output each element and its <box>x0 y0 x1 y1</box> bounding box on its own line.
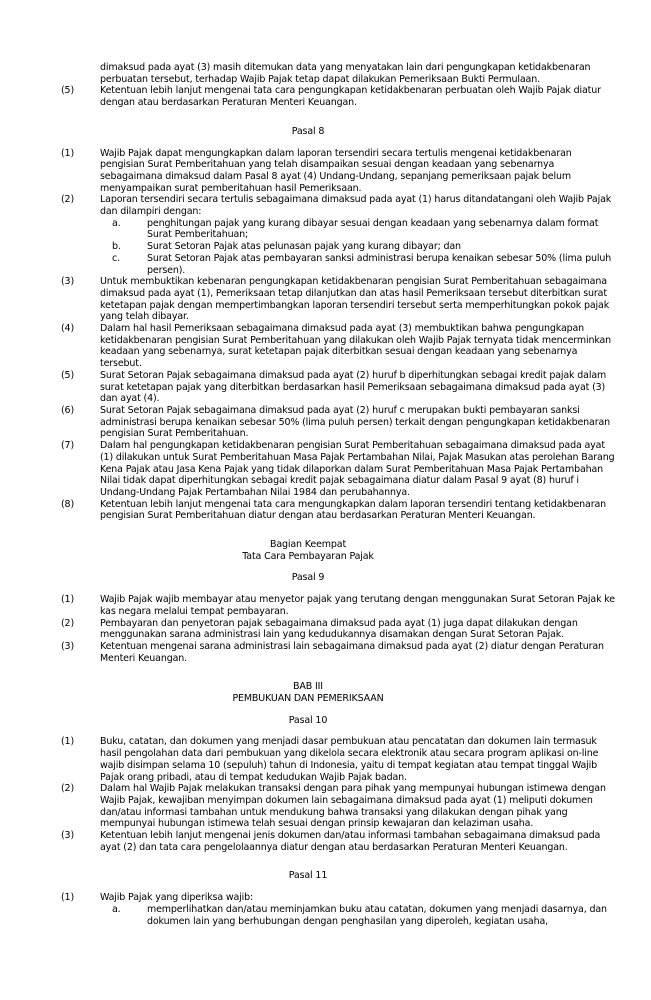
heading-line: PEMBUKUAN DAN PEMERIKSAAN <box>232 693 384 705</box>
clause-item <box>61 783 616 830</box>
paragraph-continuation <box>61 62 616 85</box>
subclause-letter: a. <box>112 903 121 915</box>
clause-body <box>100 194 616 276</box>
clause-number: (5) <box>61 369 75 381</box>
clause-number: (2) <box>61 783 75 795</box>
clause-number: (4) <box>61 323 75 335</box>
clause-number: (3) <box>61 276 75 288</box>
heading-line: Bagian Keempat <box>269 539 347 551</box>
clause-text: Dalam hal Wajib Pajak melakukan transaksi dengan para pihak yang mempunyai hubungan istimewa dengan Wajib Pajak, kewajiban menyimpan dokumen lain sebagaimana dimaksud pada ayat (1) meliputi dokumen dan/atau informasi tambahan untuk mendukung bahwa transaksi yang dilakukan dengan pihak yang mempunyai hubungan istimewa telah sesuai dengan prinsip kewajaran dan kelaziman usaha. <box>100 783 606 830</box>
clause-number: (1) <box>61 594 75 606</box>
heading-line: Pasal 10 <box>288 714 328 726</box>
clause-text: Dalam hal pengungkapan ketidakbenaran pengisian Surat Pemberitahuan sebagaimana dimaksud pada ayat (1) dilakukan untuk Surat Pemberitahuan Masa Pajak Pertambahan Nilai, Pajak Masukan atas perolehan Barang Kena Pajak atau Jasa Kena Pajak yang tidak dilaporkan dalam Surat Pemberitahuan Masa Pajak Pertambahan Nilai tidak dapat diperhitungkan sebagai kredit pajak sebagaimana diatur dalam Pasal 9 ayat (8) huruf i Undang-Undang Pajak Pertambahan Nilai 1984 dan perubahannya. <box>100 440 615 498</box>
subclause-text: Surat Setoran Pajak atas pelunasan pajak yang kurang dibayar; dan <box>147 241 461 253</box>
clause-item <box>61 405 616 440</box>
clause-item <box>61 618 616 641</box>
clause-number: (1) <box>61 736 75 748</box>
clause-item <box>61 736 616 783</box>
clause-text: Wajib Pajak wajib membayar atau menyetor pajak yang terutang dengan menggunakan Surat Setoran Pajak ke kas negara melalui tempat pembayaran. <box>100 594 616 617</box>
subclause-item <box>100 241 616 253</box>
clause-item <box>61 370 616 405</box>
clause-number: (5) <box>61 85 75 97</box>
heading-line: Pasal 9 <box>291 572 325 584</box>
clause-text: Wajib Pajak dapat mengungkapkan dalam laporan tersendiri secara tertulis mengenai ketidakbenaran pengisian Surat Pemberitahuan yang telah disampaikan sesuai dengan keadaan yang sebenarnya sebagaimana dimaksud dalam Pasal 8 ayat (4) Undang-Undang, sepanjang pemeriksaan pajak belum menyampaikan surat pemberitahuan hasil Pemeriksaan. <box>100 147 572 194</box>
clause-text: Ketentuan mengenai sarana administrasi lain sebagaimana dimaksud pada ayat (2) diatur dengan Peraturan Menteri Keuangan. <box>100 640 604 664</box>
clause-item <box>61 830 616 853</box>
clause-text: Surat Setoran Pajak sebagaimana dimaksud pada ayat (2) huruf b diperhitungkan sebagai kredit pajak dalam surat ketetapan pajak yang diterbitkan berdasarkan hasil Pemeriksaan sebagaimana dimaksud pada ayat (3) dan ayat (4). <box>100 369 607 405</box>
clause-number: (8) <box>61 498 75 510</box>
section-heading-pasal-8 <box>0 126 616 138</box>
clause-number: (3) <box>61 640 75 652</box>
section-heading-bab-iii <box>0 681 616 704</box>
clause-item <box>61 594 616 617</box>
clause-text: Surat Setoran Pajak sebagaimana dimaksud pada ayat (2) huruf c merupakan bukti pembayaran sanksi administrasi berupa kenaikan sebesar 50% (lima puluh persen) terkait dengan pengungkapan ketidakbenaran pengisian Surat Pemberitahuan. <box>100 404 611 440</box>
clause-body <box>100 892 616 927</box>
clause-text: Dalam hal hasil Pemeriksaan sebagaimana dimaksud pada ayat (3) membuktikan bahwa pengungkapan ketidakbenaran pengisian Surat Pemberitahuan yang dilakukan oleh Wajib Pajak ternyata tidak mencerminkan keadaan yang sebenarnya, surat ketetapan pajak diterbitkan sesuai dengan keadaan yang sebenarnya tersebut. <box>100 323 612 370</box>
clause-number: (2) <box>61 194 75 206</box>
clause-number: (7) <box>61 440 75 452</box>
clause-text: Wajib Pajak yang diperiksa wajib: <box>100 892 254 904</box>
clause-number: (1) <box>61 147 75 159</box>
subclause-item <box>100 253 616 276</box>
clause-item <box>61 148 616 195</box>
clause-item <box>61 85 616 108</box>
clause-number: (1) <box>61 892 75 904</box>
clause-text: dimaksud pada ayat (3) masih ditemukan data yang menyatakan lain dari pengungkapan ketidakbenaran perbuatan tersebut, terhadap Wajib Pajak tetap dapat dilakukan Pemeriksaan Bukti Permulaan. <box>100 62 591 85</box>
clause-number: (2) <box>61 617 75 629</box>
clause-number: (6) <box>61 404 75 416</box>
clause-item <box>61 641 616 664</box>
clause-text: Ketentuan lebih lanjut mengenai tata cara mengungkapkan dalam laporan tersendiri tentang ketidakbenaran pengisian Surat Pemberitahuan diatur dengan atau berdasarkan Peraturan Menteri Keuangan. <box>100 498 607 522</box>
clause-item <box>61 276 616 323</box>
subclause-letter: a. <box>112 217 121 229</box>
subclause-item <box>100 218 616 241</box>
clause-number: (3) <box>61 830 75 842</box>
section-heading-pasal-10 <box>0 715 616 727</box>
clause-text: Ketentuan lebih lanjut mengenai tata cara pengungkapan ketidakbenaran perbuatan oleh Wajib Pajak diatur dengan atau berdasarkan Peraturan Menteri Keuangan. <box>100 85 601 109</box>
clause-item <box>61 892 616 927</box>
clause-item <box>61 499 616 522</box>
clause-text: Pembayaran dan penyetoran pajak sebagaimana dimaksud pada ayat (1) juga dapat dilakukan dengan menggunakan sarana administrasi lain yang kedudukannya disamakan dengan Surat Setoran Pajak. <box>100 617 578 641</box>
clause-text: Ketentuan lebih lanjut mengenai jenis dokumen dan/atau informasi tambahan sebagaimana dimaksud pada ayat (2) dan tata cara pengelolaannya diatur dengan atau berdasarkan Peraturan Menteri Keuangan. <box>100 830 601 853</box>
section-heading-pasal-11 <box>0 870 616 882</box>
subclause-item <box>100 904 616 927</box>
clause-item <box>61 323 616 370</box>
clause-item <box>61 440 616 499</box>
heading-line: Pasal 11 <box>288 870 328 882</box>
subclause-text: penghitungan pajak yang kurang dibayar sesuai dengan keadaan yang sebenarnya dalam format Surat Pemberitahuan; <box>147 217 599 241</box>
section-heading-bagian-keempat <box>0 539 616 562</box>
subclause-text: memperlihatkan dan/atau meminjamkan buku atau catatan, dokumen yang menjadi dasarnya, dan dokumen lain yang berhubungan dengan penghasilan yang diperoleh, kegiatan usaha, <box>147 903 607 927</box>
subclause-letter: c. <box>112 252 120 264</box>
clause-text: Laporan tersendiri secara tertulis sebagaimana dimaksud pada ayat (1) harus ditandatangani oleh Wajib Pajak dan dilampiri dengan: <box>100 194 612 218</box>
subclause-text: Surat Setoran Pajak atas pembayaran sanksi administrasi berupa kenaikan sebesar 50% (lima puluh persen). <box>147 252 612 276</box>
clause-text: Buku, catatan, dan dokumen yang menjadi dasar pembukuan atau pencatatan dan dokumen lain termasuk hasil pengolahan data dari pembukuan yang dikelola secara elektronik atau secara program aplikasi on-line wajib disimpan selama 10 (sepuluh) tahun di Indonesia, yaitu di tempat kegiatan atau tempat tinggal Wajib Pajak orang pribadi, atau di tempat kedudukan Wajib Pajak badan. <box>100 736 599 783</box>
clause-text: Untuk membuktikan kebenaran pengungkapan ketidakbenaran pengisian Surat Pemberitahuan sebagaimana dimaksud pada ayat (1), Pemeriksaan tetap dilanjutkan dan atas hasil Pemeriksaan tersebut diterbitkan surat ketetapan pajak dengan mempertimbangkan laporan tersendiri tersebut serta memperhitungkan pokok pajak yang telah dibayar. <box>100 276 610 323</box>
heading-line: Tata Cara Pembayaran Pajak <box>242 550 374 562</box>
clause-number-empty <box>61 62 100 85</box>
heading-line: BAB III <box>293 681 323 693</box>
heading-line: Pasal 8 <box>291 125 325 137</box>
subclause-letter: b. <box>112 241 121 253</box>
section-heading-pasal-9 <box>0 572 616 584</box>
clause-item <box>61 194 616 276</box>
